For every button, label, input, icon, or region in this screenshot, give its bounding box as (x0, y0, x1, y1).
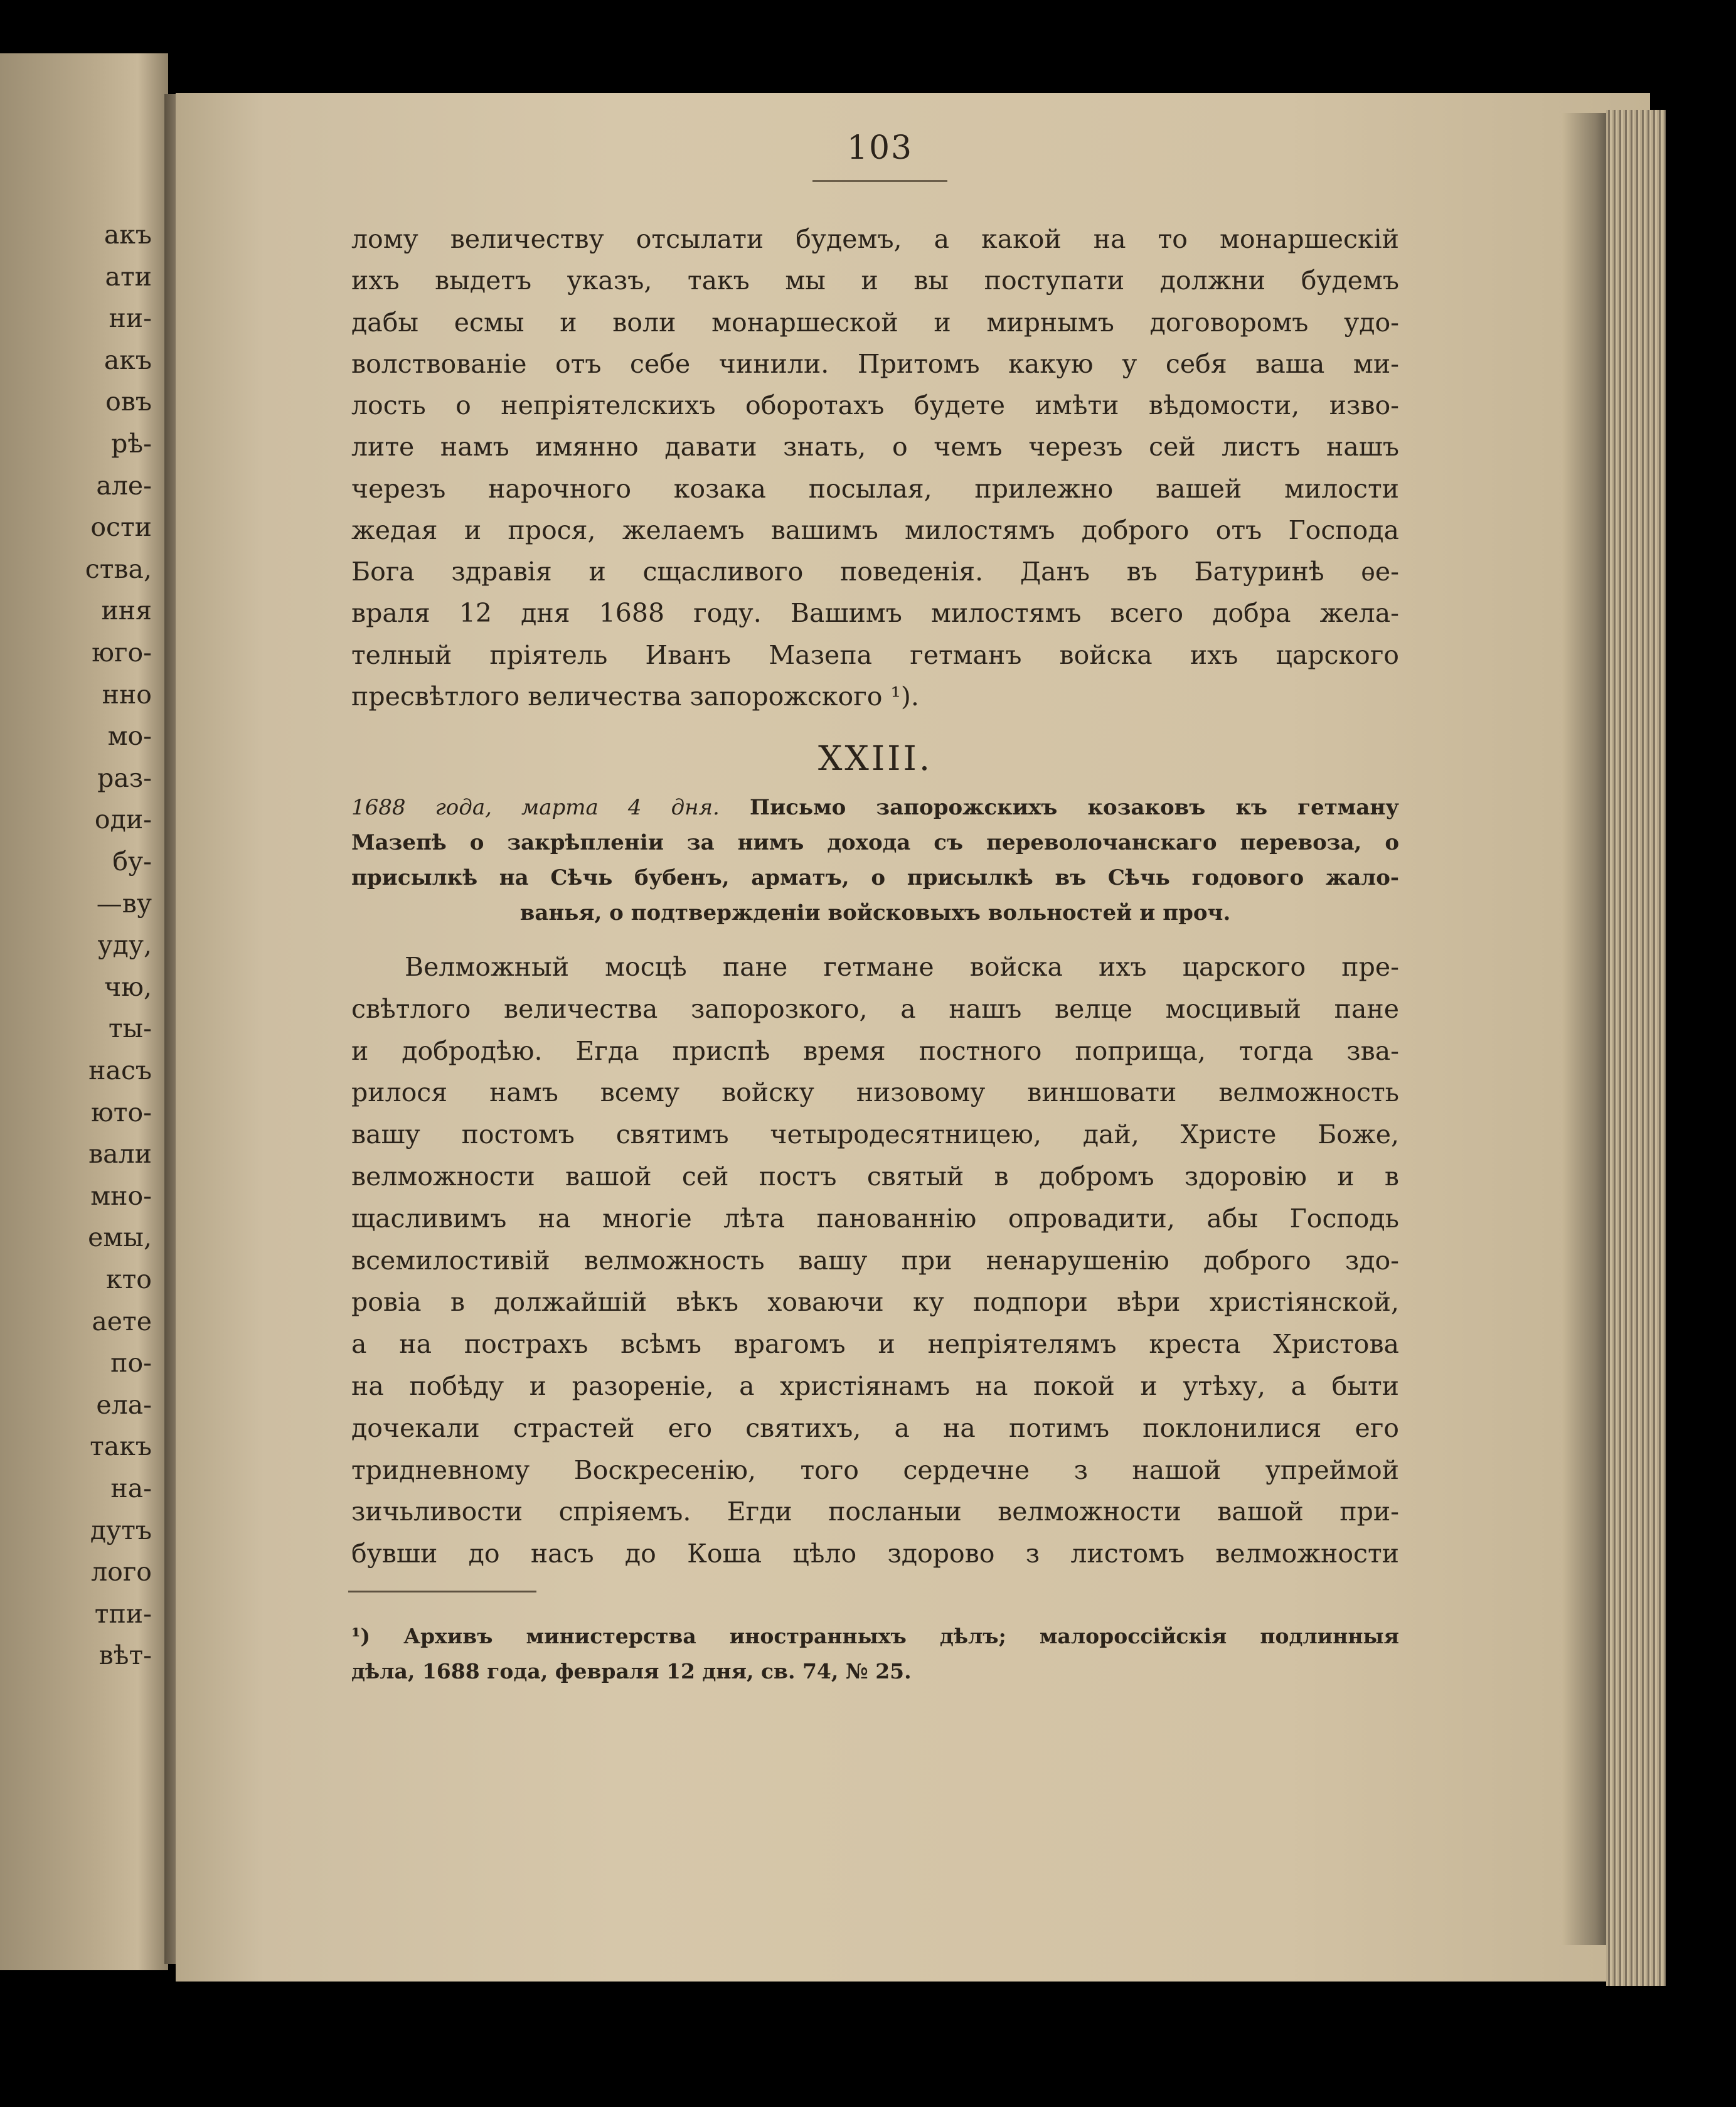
para2-line: дочекали страстей его святихъ, а на потимъ поклонилися его (351, 1413, 1399, 1443)
left-page-fragment: ства, (85, 553, 152, 584)
para1-line: пресвѣтлого величества запорожского ¹). (351, 681, 919, 712)
para1-line: волствованіе отъ себе чинили. Притомъ какую у себя ваша ми- (351, 349, 1399, 379)
para2-line: зичьливости спріяемъ. Егди посланыи велможности вашой при- (351, 1496, 1399, 1527)
para1-line: ихъ выдетъ указъ, такъ мы и вы поступати должни будемъ (351, 265, 1399, 296)
left-page-fragment: ни- (109, 303, 152, 334)
left-page-fragment: оди- (94, 804, 152, 835)
left-page-fragment: юго- (92, 637, 152, 668)
left-page-fragment: чю, (104, 971, 152, 1002)
para1-line: жедая и прося, желаемъ вашимъ милостямъ доброго отъ Господа (351, 515, 1399, 545)
para2-line: тридневному Воскресенію, того сердечне з нашой упреймой (351, 1455, 1399, 1485)
left-page-fragment: нно (102, 679, 152, 710)
document-heading-line (351, 794, 1399, 821)
left-page-fragment: вѣт- (99, 1640, 152, 1671)
document-heading-line: присылкѣ на Сѣчь бубенъ, арматъ, о присылкѣ въ Сѣчь годового жало- (351, 865, 1399, 890)
left-page-fragment: раз- (97, 762, 152, 793)
left-page-fragment: аете (92, 1306, 152, 1336)
left-page-fragment: ости (90, 512, 152, 543)
para2-line: ровіа в должайшій вѣкъ ховаючи ку подпори вѣри христіянской, (351, 1287, 1399, 1317)
left-page-fragment: бу- (112, 846, 152, 877)
para2-line: велможности вашой сей постъ святый в добромъ здоровію и в (351, 1161, 1399, 1192)
footnote-line: ¹) Архивъ министерства иностранныхъ дѣлъ; малороссійскія подлинныя (351, 1624, 1399, 1648)
para1-line: черезъ нарочного козака посылая, прилежно вашей милости (351, 474, 1399, 504)
left-page (0, 53, 168, 1970)
page-number: 103 (846, 129, 913, 167)
left-page-fragment: уду, (97, 930, 152, 961)
para1-line: лому величеству отсылати будемъ, а какой на то монаршескій (351, 224, 1399, 254)
left-page-fragment: насъ (88, 1055, 152, 1086)
para2-line: а на пострахъ всѣмъ врагомъ и непріятелямъ креста Христова (351, 1329, 1399, 1359)
para2-line: щасливимъ на многіе лѣта панованнію опровадити, абы Господь (351, 1203, 1399, 1234)
footnote-line: дѣла, 1688 года, февраля 12 дня, св. 74, № 25. (351, 1659, 912, 1683)
left-page-fragment: але- (96, 470, 152, 501)
para2-line: бувши до насъ до Коша цѣло здорово з листомъ велможности (351, 1539, 1399, 1569)
left-page-fragment: емы, (88, 1222, 152, 1253)
document-heading-line: Мазепѣ о закрѣпленіи за нимъ дохода съ переволочанскаго перевоза, о (351, 830, 1399, 855)
section-number: XXIII. (817, 739, 933, 778)
document-date: 1688 года, марта 4 дня. (351, 795, 720, 820)
para1-line: телный пріятель Иванъ Мазепа гетманъ войска ихъ царского (351, 640, 1399, 670)
left-page-fragment: мно- (90, 1180, 152, 1211)
left-page-fragment: ты- (108, 1013, 152, 1044)
left-page-fragment: рѣ- (111, 429, 152, 459)
para1-line: дабы есмы и воли монаршеской и мирнымъ договоромъ удо- (351, 307, 1399, 338)
left-page-fragment: на- (110, 1473, 152, 1503)
para1-line: Бога здравія и сщасливого поведенія. Данъ въ Батуринѣ ѳе- (351, 557, 1399, 587)
left-page-fragment: овъ (105, 387, 152, 417)
left-page-fragment: ела- (96, 1389, 152, 1420)
left-page-fragment: тпи- (94, 1598, 152, 1629)
left-page-fragment: акъ (104, 344, 152, 375)
para1-line: лость о непріятелскихъ оборотахъ будете имѣти вѣдомости, изво- (351, 390, 1399, 420)
page-number-rule (812, 180, 947, 182)
para1-line: враля 12 дня 1688 году. Вашимъ милостямъ всего добра жела- (351, 598, 1399, 628)
left-page-fragment: иня (101, 595, 152, 626)
left-page-fragment: мо- (107, 721, 152, 752)
para2-line: Велможный мосцѣ пане гетмане войска ихъ царского пре- (405, 952, 1399, 982)
para2-line: вашу постомъ святимъ четыродесятницею, дай, Христе Боже, (351, 1119, 1399, 1150)
left-page-fragment: —ву (96, 888, 152, 919)
document-heading-line: ванья, о подтвержденіи войсковыхъ вольностей и проч. (519, 900, 1231, 925)
left-page-fragment: лого (91, 1557, 152, 1587)
para2-line: всемилостивій велможность вашу при ненарушенію доброго здо- (351, 1246, 1399, 1276)
para2-line: на побѣду и разореніе, а христіянамъ на покой и утѣху, а быти (351, 1371, 1399, 1401)
left-page-fragment: акъ (104, 220, 152, 250)
para1-line: лите намъ имянно давати знать, о чемъ черезъ сей листъ нашъ (351, 432, 1399, 462)
para2-line: и добродѣю. Егда приспѣ время постного поприща, тогда зва- (351, 1036, 1399, 1066)
left-page-fragment: кто (106, 1264, 152, 1294)
document-heading-text: Письмо запорожскихъ козаковъ къ гетману (749, 795, 1400, 820)
left-page-fragment: такъ (90, 1431, 152, 1462)
left-page-fragment: ати (105, 261, 152, 292)
left-page-fragment: дутъ (90, 1515, 152, 1545)
left-page-fragment: юто- (91, 1097, 152, 1128)
page-edges (1606, 110, 1666, 1986)
para2-line: свѣтлого величества запорозкого, а нашъ велце мосцивый пане (351, 994, 1399, 1024)
left-page-fragment: по- (110, 1348, 152, 1379)
left-page-fragment: вали (88, 1139, 152, 1170)
footnote-rule (348, 1591, 536, 1592)
page-edge-shadow (1562, 113, 1609, 1945)
para2-line: рилося намъ всему войску низовому виншовати велможность (351, 1077, 1399, 1107)
